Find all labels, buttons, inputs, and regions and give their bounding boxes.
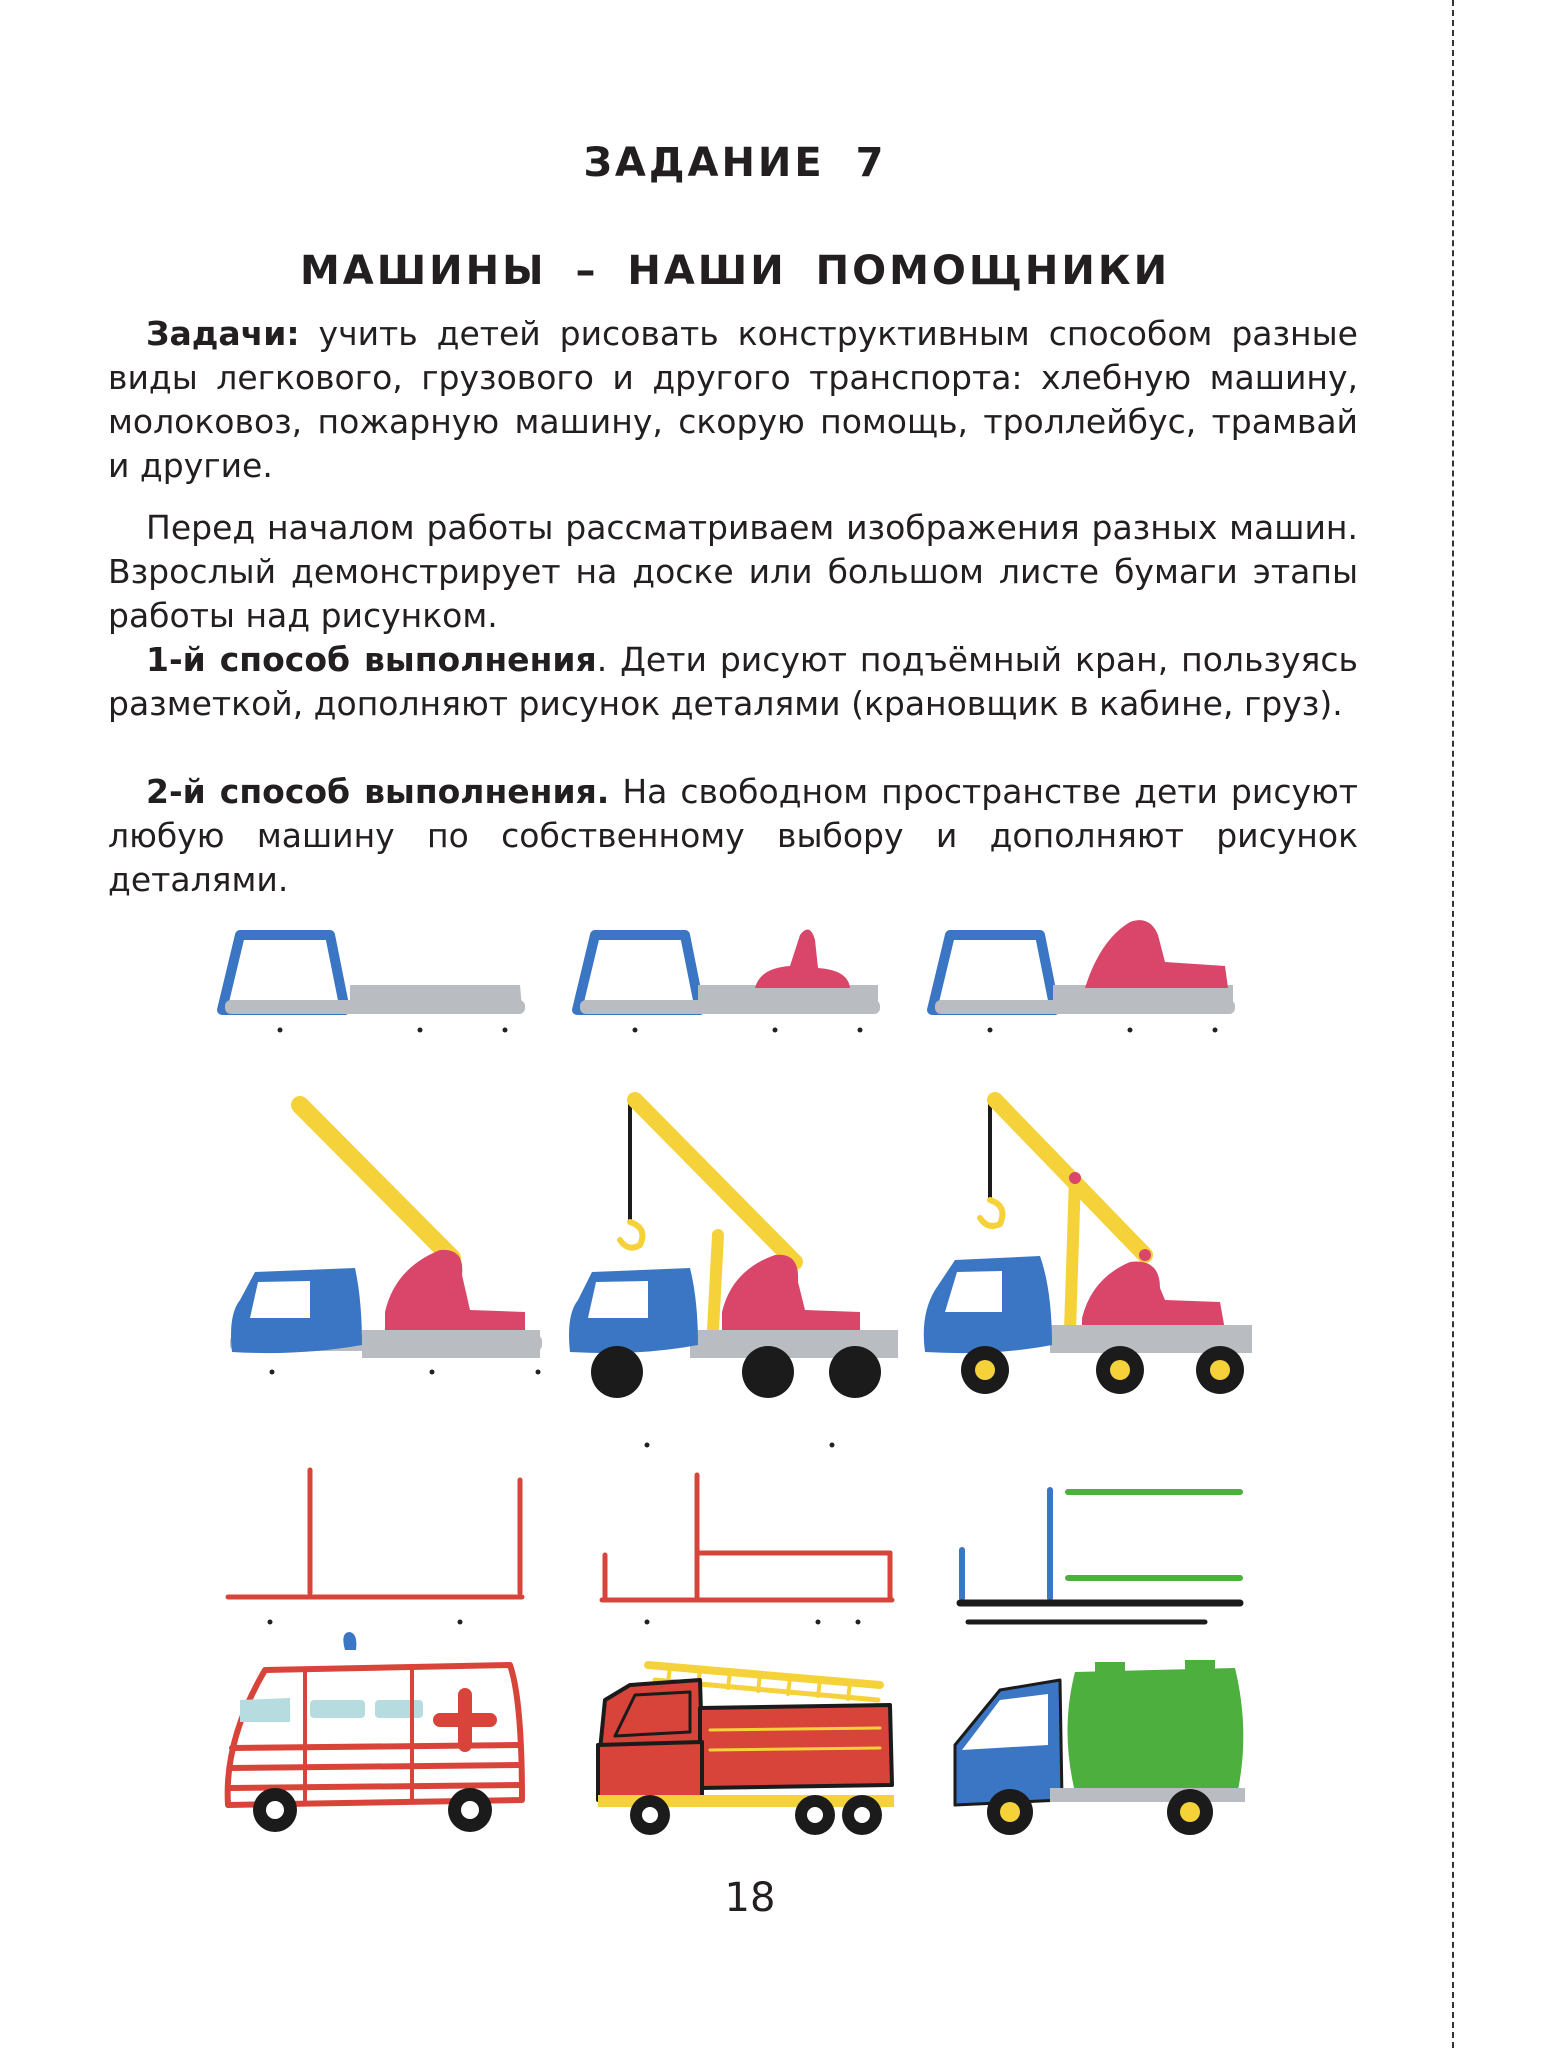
fire-truck-layout-sketch [602, 1475, 892, 1625]
crane-truck-1 [230, 1105, 542, 1375]
crane-step-3-sketch [932, 920, 1235, 1032]
tasks-label: Задачи: [146, 314, 300, 353]
tanker-layout-sketch [960, 1490, 1240, 1622]
way1-label: 1-й способ выполнения [146, 640, 597, 679]
ambulance-layout-sketch [228, 1470, 522, 1625]
tasks-text: учить детей рисовать конструктивным способом разные виды легкового, грузового и другого транспорта: хлебную машину, молоковоз, пожарную машину, скорую помощь, троллейбус, трамвай и другие. [108, 314, 1358, 485]
way2-label: 2-й способ выполнения. [146, 772, 610, 811]
crane-truck-2 [569, 1098, 898, 1448]
fire-truck-drawing [598, 1665, 894, 1835]
way2-text: На свободном пространстве дети рисуют любую машину по собственному выбору и дополняют рисунок деталями. [108, 772, 1358, 899]
intro-text: Перед началом работы рассматриваем изображения разных машин. Взрослый демонстрирует на доске или большом листе бумаги этапы работы над рисунком. [108, 508, 1358, 635]
crane-truck-3 [924, 1098, 1252, 1394]
tanker-truck-drawing [955, 1660, 1245, 1835]
task-title: МАШИНЫ – НАШИ ПОМОЩНИКИ [299, 248, 1171, 294]
task-heading: ЗАДАНИЕ 7 [583, 140, 887, 186]
page-number: 18 [724, 1875, 776, 1921]
ambulance-drawing [228, 1632, 522, 1832]
crane-step-1-sketch [222, 935, 525, 1033]
crane-step-2-sketch [577, 930, 880, 1033]
way1-text: . Дети рисуют подъёмный кран, пользуясь разметкой, дополняют рисунок деталями (крановщик в кабине, груз). [108, 640, 1358, 723]
